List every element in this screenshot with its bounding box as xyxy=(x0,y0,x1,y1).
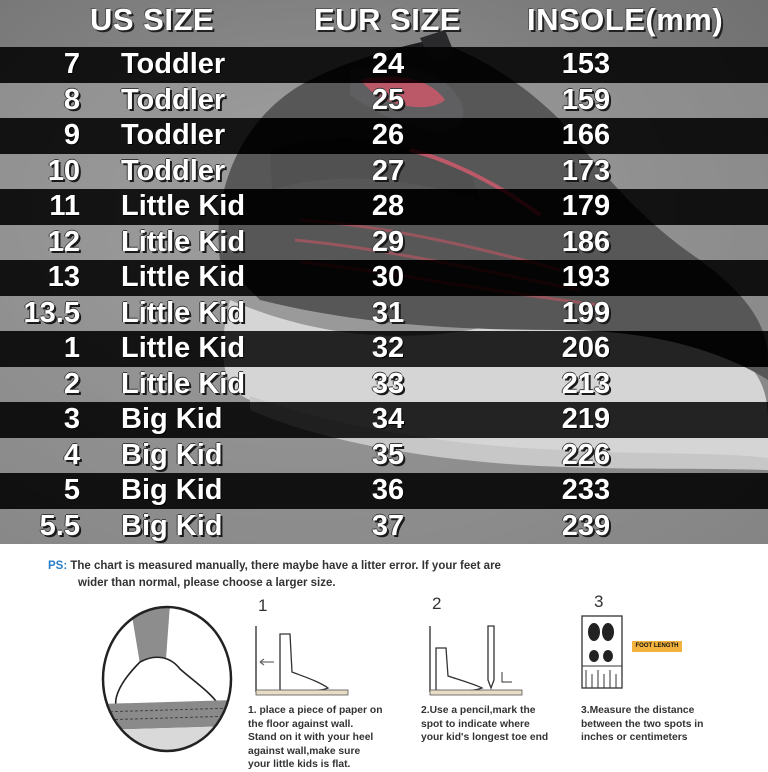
measurement-note xyxy=(48,558,568,592)
size-row xyxy=(0,83,768,119)
foot-length-tag: FOOT LENGTH xyxy=(632,641,682,652)
age-group-cell: Little Kid xyxy=(121,367,246,400)
us-size-cell: 5 xyxy=(63,474,80,506)
eur-size-cell: 26 xyxy=(371,119,405,151)
header-insole: INSOLE(mm) xyxy=(527,2,724,37)
size-row xyxy=(0,260,768,296)
us-size-cell: 13 xyxy=(47,261,80,293)
step-2-text: 2.Use a pencil,mark the spot to indicate where your kid's longest toe end xyxy=(421,705,549,743)
size-row xyxy=(0,331,768,367)
eur-size-cell: 28 xyxy=(371,190,405,222)
us-size-cell: 7 xyxy=(63,48,80,80)
eur-size-cell: 29 xyxy=(371,225,405,258)
us-size-cell: 10 xyxy=(47,154,80,187)
size-row xyxy=(0,154,768,190)
note-line-1: The chart is measured manually, there maybe have a litter error. If your feet are xyxy=(70,560,501,572)
age-group-cell: Big Kid xyxy=(121,474,223,506)
age-group-cell: Little Kid xyxy=(121,225,246,258)
step-1-text: 1. place a piece of paper on the floor against wall. Stand on it with your heel against wall,make sure your little kids is flat. xyxy=(248,705,383,770)
step-1-number: 1 xyxy=(258,596,268,615)
foot-measuring-illustration xyxy=(100,604,234,754)
insole-length-cell: 186 xyxy=(561,225,611,258)
step-2-figure xyxy=(424,622,524,698)
eur-size-cell: 31 xyxy=(371,296,405,329)
age-group-cell: Toddler xyxy=(121,83,226,116)
insole-length-cell: 166 xyxy=(561,119,611,151)
insole-length-cell: 233 xyxy=(561,474,611,506)
size-row xyxy=(0,118,768,154)
insole-length-cell: 213 xyxy=(561,367,611,400)
eur-size-cell: 33 xyxy=(371,367,405,400)
age-group-cell: Toddler xyxy=(121,119,226,151)
size-row xyxy=(0,296,768,332)
eur-size-cell: 37 xyxy=(371,509,405,542)
insole-length-cell: 226 xyxy=(561,438,611,471)
eur-size-cell: 35 xyxy=(371,438,405,471)
insole-length-cell: 173 xyxy=(561,154,611,187)
insole-length-cell: 153 xyxy=(561,48,611,80)
eur-size-cell: 25 xyxy=(371,83,405,116)
eur-size-cell: 36 xyxy=(371,474,405,506)
step-2-number: 2 xyxy=(432,594,442,613)
insole-length-cell: 199 xyxy=(561,296,611,329)
age-group-cell: Little Kid xyxy=(121,190,246,222)
eur-size-cell: 34 xyxy=(371,403,405,435)
age-group-cell: Little Kid xyxy=(121,332,246,364)
insole-length-cell: 206 xyxy=(561,332,611,364)
size-row xyxy=(0,47,768,83)
step-3-text: 3.Measure the distance between the two spots in inches or centimeters xyxy=(581,705,704,743)
us-size-cell: 1 xyxy=(63,332,80,364)
note-label: PS: xyxy=(48,560,68,572)
us-size-cell: 9 xyxy=(63,119,80,151)
size-row xyxy=(0,402,768,438)
insole-length-cell: 219 xyxy=(561,403,611,435)
age-group-cell: Little Kid xyxy=(121,296,246,329)
us-size-cell: 3 xyxy=(63,403,80,435)
age-group-cell: Toddler xyxy=(121,154,226,187)
age-group-cell: Little Kid xyxy=(121,261,246,293)
eur-size-cell: 30 xyxy=(371,261,405,293)
age-group-cell: Big Kid xyxy=(121,403,223,435)
us-size-cell: 12 xyxy=(47,225,80,258)
us-size-cell: 4 xyxy=(63,438,80,471)
size-row xyxy=(0,438,768,474)
size-row xyxy=(0,473,768,509)
insole-length-cell: 179 xyxy=(561,190,611,222)
size-row xyxy=(0,225,768,261)
eur-size-cell: 32 xyxy=(371,332,405,364)
us-size-cell: 2 xyxy=(63,367,80,400)
eur-size-cell: 27 xyxy=(371,154,405,187)
size-row xyxy=(0,509,768,545)
age-group-cell: Big Kid xyxy=(121,509,223,542)
chart-header xyxy=(0,0,768,46)
step-1-figure xyxy=(250,622,350,698)
step-3-figure xyxy=(580,614,690,692)
header-eur-size: EUR SIZE xyxy=(314,2,461,37)
us-size-cell: 11 xyxy=(49,190,80,222)
size-row xyxy=(0,189,768,225)
age-group-cell: Toddler xyxy=(121,48,226,80)
header-us-size: US SIZE xyxy=(90,2,215,37)
insole-length-cell: 239 xyxy=(561,509,611,542)
insole-length-cell: 159 xyxy=(561,83,611,116)
size-row xyxy=(0,367,768,403)
age-group-cell: Big Kid xyxy=(121,438,223,471)
note-line-2: wider than normal, please choose a larger size. xyxy=(78,577,336,589)
us-size-cell: 13.5 xyxy=(23,296,80,329)
eur-size-cell: 24 xyxy=(371,48,405,80)
insole-length-cell: 193 xyxy=(561,261,611,293)
us-size-cell: 5.5 xyxy=(39,509,80,542)
us-size-cell: 8 xyxy=(63,83,80,116)
step-3-number: 3 xyxy=(594,592,604,611)
